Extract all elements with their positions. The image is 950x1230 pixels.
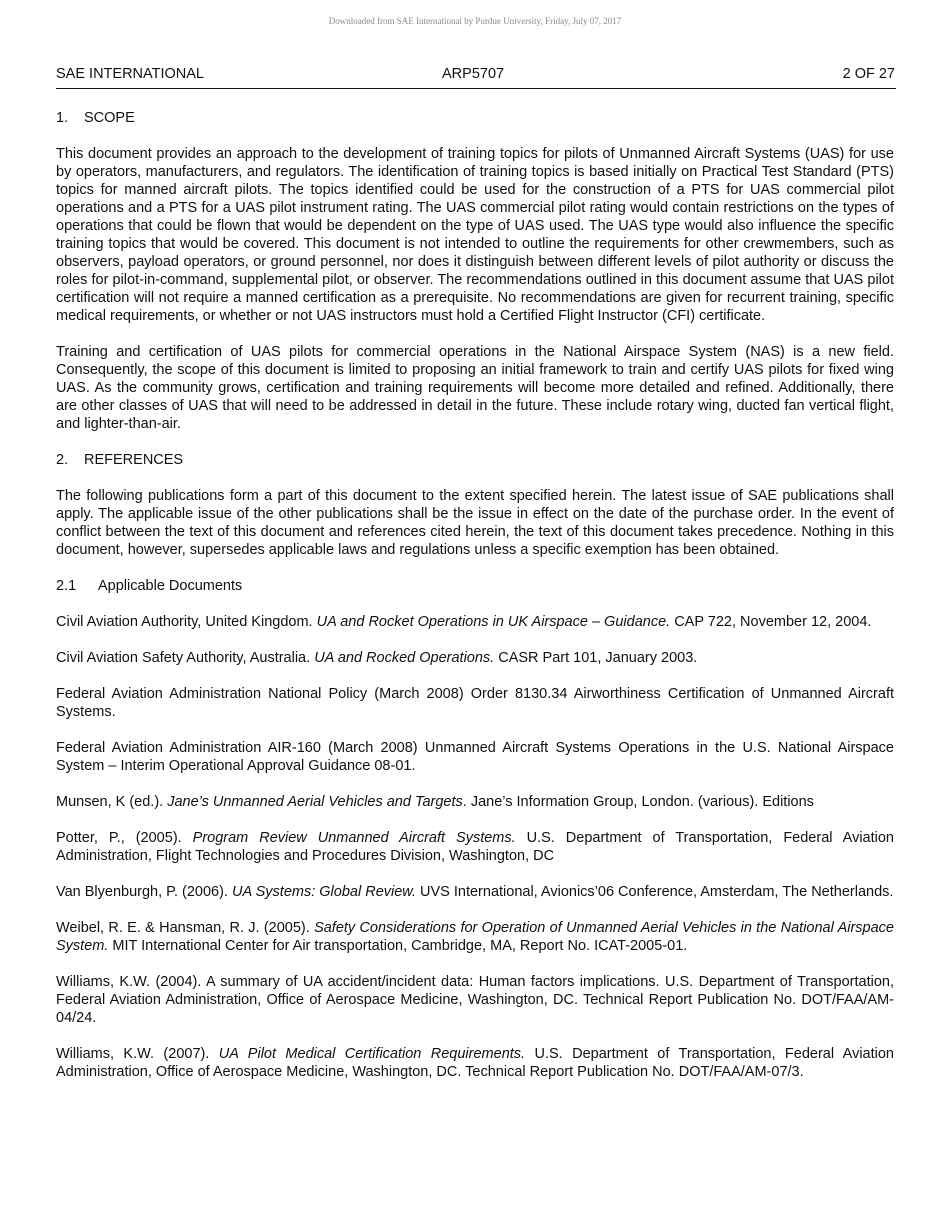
section-heading-scope xyxy=(56,109,894,127)
document-body xyxy=(56,109,894,1099)
header-page-number: 2 OF 27 xyxy=(842,66,895,82)
section-number: 1. xyxy=(56,110,69,126)
subsection-number: 2.1 xyxy=(56,578,77,594)
reference-entry: Potter, P., (2005). Program Review Unmanned Aircraft Systems. U.S. Department of Transportation, Federal Aviation Administration, Flight Technologies and Procedures Division, Washington, DC xyxy=(56,830,894,864)
reference-entry: Munsen, K (ed.). Jane’s Unmanned Aerial Vehicles and Targets. Jane’s Information Group, London. (various). Editions xyxy=(56,794,814,810)
section-heading-references xyxy=(56,451,894,469)
references-paragraph: The following publications form a part of this document to the extent specified herein. The latest issue of SAE publications shall apply. The applicable issue of the other publications shall be the issue in effect on the date of the purchase order. In the event of conflict between the text of this document and references cited herein, the text of this document takes precedence. Nothing in this document, however, supersedes applicable laws and regulations unless a specific exemption has been obtained. xyxy=(56,488,894,558)
scope-paragraph: This document provides an approach to the development of training topics for pilots of Unmanned Aircraft Systems (UAS) for use by operators, manufacturers, and regulators. The identification of training topics is based initially on Practical Test Standard (PTS) topics for manned aircraft pilots. The topics identified could be used for the construction of a PTS for UAS commercial pilot operations and a PTS for a UAS pilot instrument rating. The UAS commercial pilot rating would contain restrictions on the types of operations that could be flown that would be dependent on the type of UAS used. The UAS type would also influence the specific training topics that would be covered. This document is not intended to outline the requirements for other crewmembers, such as observers, payload operators, or ground personnel, nor does it distinguish between different levels of pilot authority or discuss the roles for pilot-in-command, supplemental pilot, or observer. The recommendations outlined in this document assume that UAS pilot certification will not require a manned certification as a prerequisite. No recommendations are given for recurrent training, specific medical requirements, or whether or not UAS instructors must hold a Certified Flight Instructor (CFI) certificate. xyxy=(56,146,894,324)
reference-entry: Civil Aviation Safety Authority, Australia. UA and Rocked Operations. CASR Part 101, January 2003. xyxy=(56,650,698,666)
scope-paragraph: Training and certification of UAS pilots for commercial operations in the National Airspace System (NAS) is a new field. Consequently, the scope of this document is limited to proposing an initial framework to train and certify UAS pilots for fixed wing UAS. As the community grows, certification and training requirements will become more detailed and refined. Additionally, there are other classes of UAS that will need to be addressed in detail in the future. These include rotary wing, ducted fan vertical flight, and lighter-than-air. xyxy=(56,344,894,432)
reference-entry: Van Blyenburgh, P. (2006). UA Systems: Global Review. UVS International, Avionics’06 Conference, Amsterdam, The Netherlands. xyxy=(56,884,894,900)
reference-entry: Federal Aviation Administration National Policy (March 2008) Order 8130.34 Airworthiness Certification of Unmanned Aircraft Systems. xyxy=(56,686,894,720)
header-document-number: ARP5707 xyxy=(442,66,505,82)
reference-entry: Civil Aviation Authority, United Kingdom. UA and Rocket Operations in UK Airspace – Guidance. CAP 722, November 12, 2004. xyxy=(56,614,872,630)
section-title: SCOPE xyxy=(84,110,135,126)
subsection-heading-applicable-documents xyxy=(56,577,894,595)
reference-entry: Williams, K.W. (2007). UA Pilot Medical Certification Requirements. U.S. Department of Transportation, Federal Aviation Administration, Office of Aerospace Medicine, Washington, DC. Technical Report Publication No. DOT/FAA/AM-07/3. xyxy=(56,1046,895,1080)
reference-entry: Federal Aviation Administration AIR-160 (March 2008) Unmanned Aircraft Systems Operations in the U.S. National Airspace System – Interim Operational Approval Guidance 08-01. xyxy=(56,740,894,774)
header-organization: SAE INTERNATIONAL xyxy=(56,66,204,82)
reference-entry: Weibel, R. E. & Hansman, R. J. (2005). Safety Considerations for Operation of Unmanned Aerial Vehicles in the National Airspace System. MIT International Center for Air transportation, Cambridge, MA, Report No. ICAT-2005-01. xyxy=(56,920,894,954)
subsection-title: Applicable Documents xyxy=(98,578,243,594)
reference-entry: Williams, K.W. (2004). A summary of UA accident/incident data: Human factors implications. U.S. Department of Transportation, Federal Aviation Administration, Office of Aerospace Medicine, Washington, DC. Technical Report Publication No. DOT/FAA/AM-04/24. xyxy=(56,974,894,1026)
page-header xyxy=(56,66,896,89)
section-number: 2. xyxy=(56,452,69,468)
download-watermark: Downloaded from SAE International by Purdue University, Friday, July 07, 2017 xyxy=(328,16,622,26)
section-title: REFERENCES xyxy=(84,452,184,468)
